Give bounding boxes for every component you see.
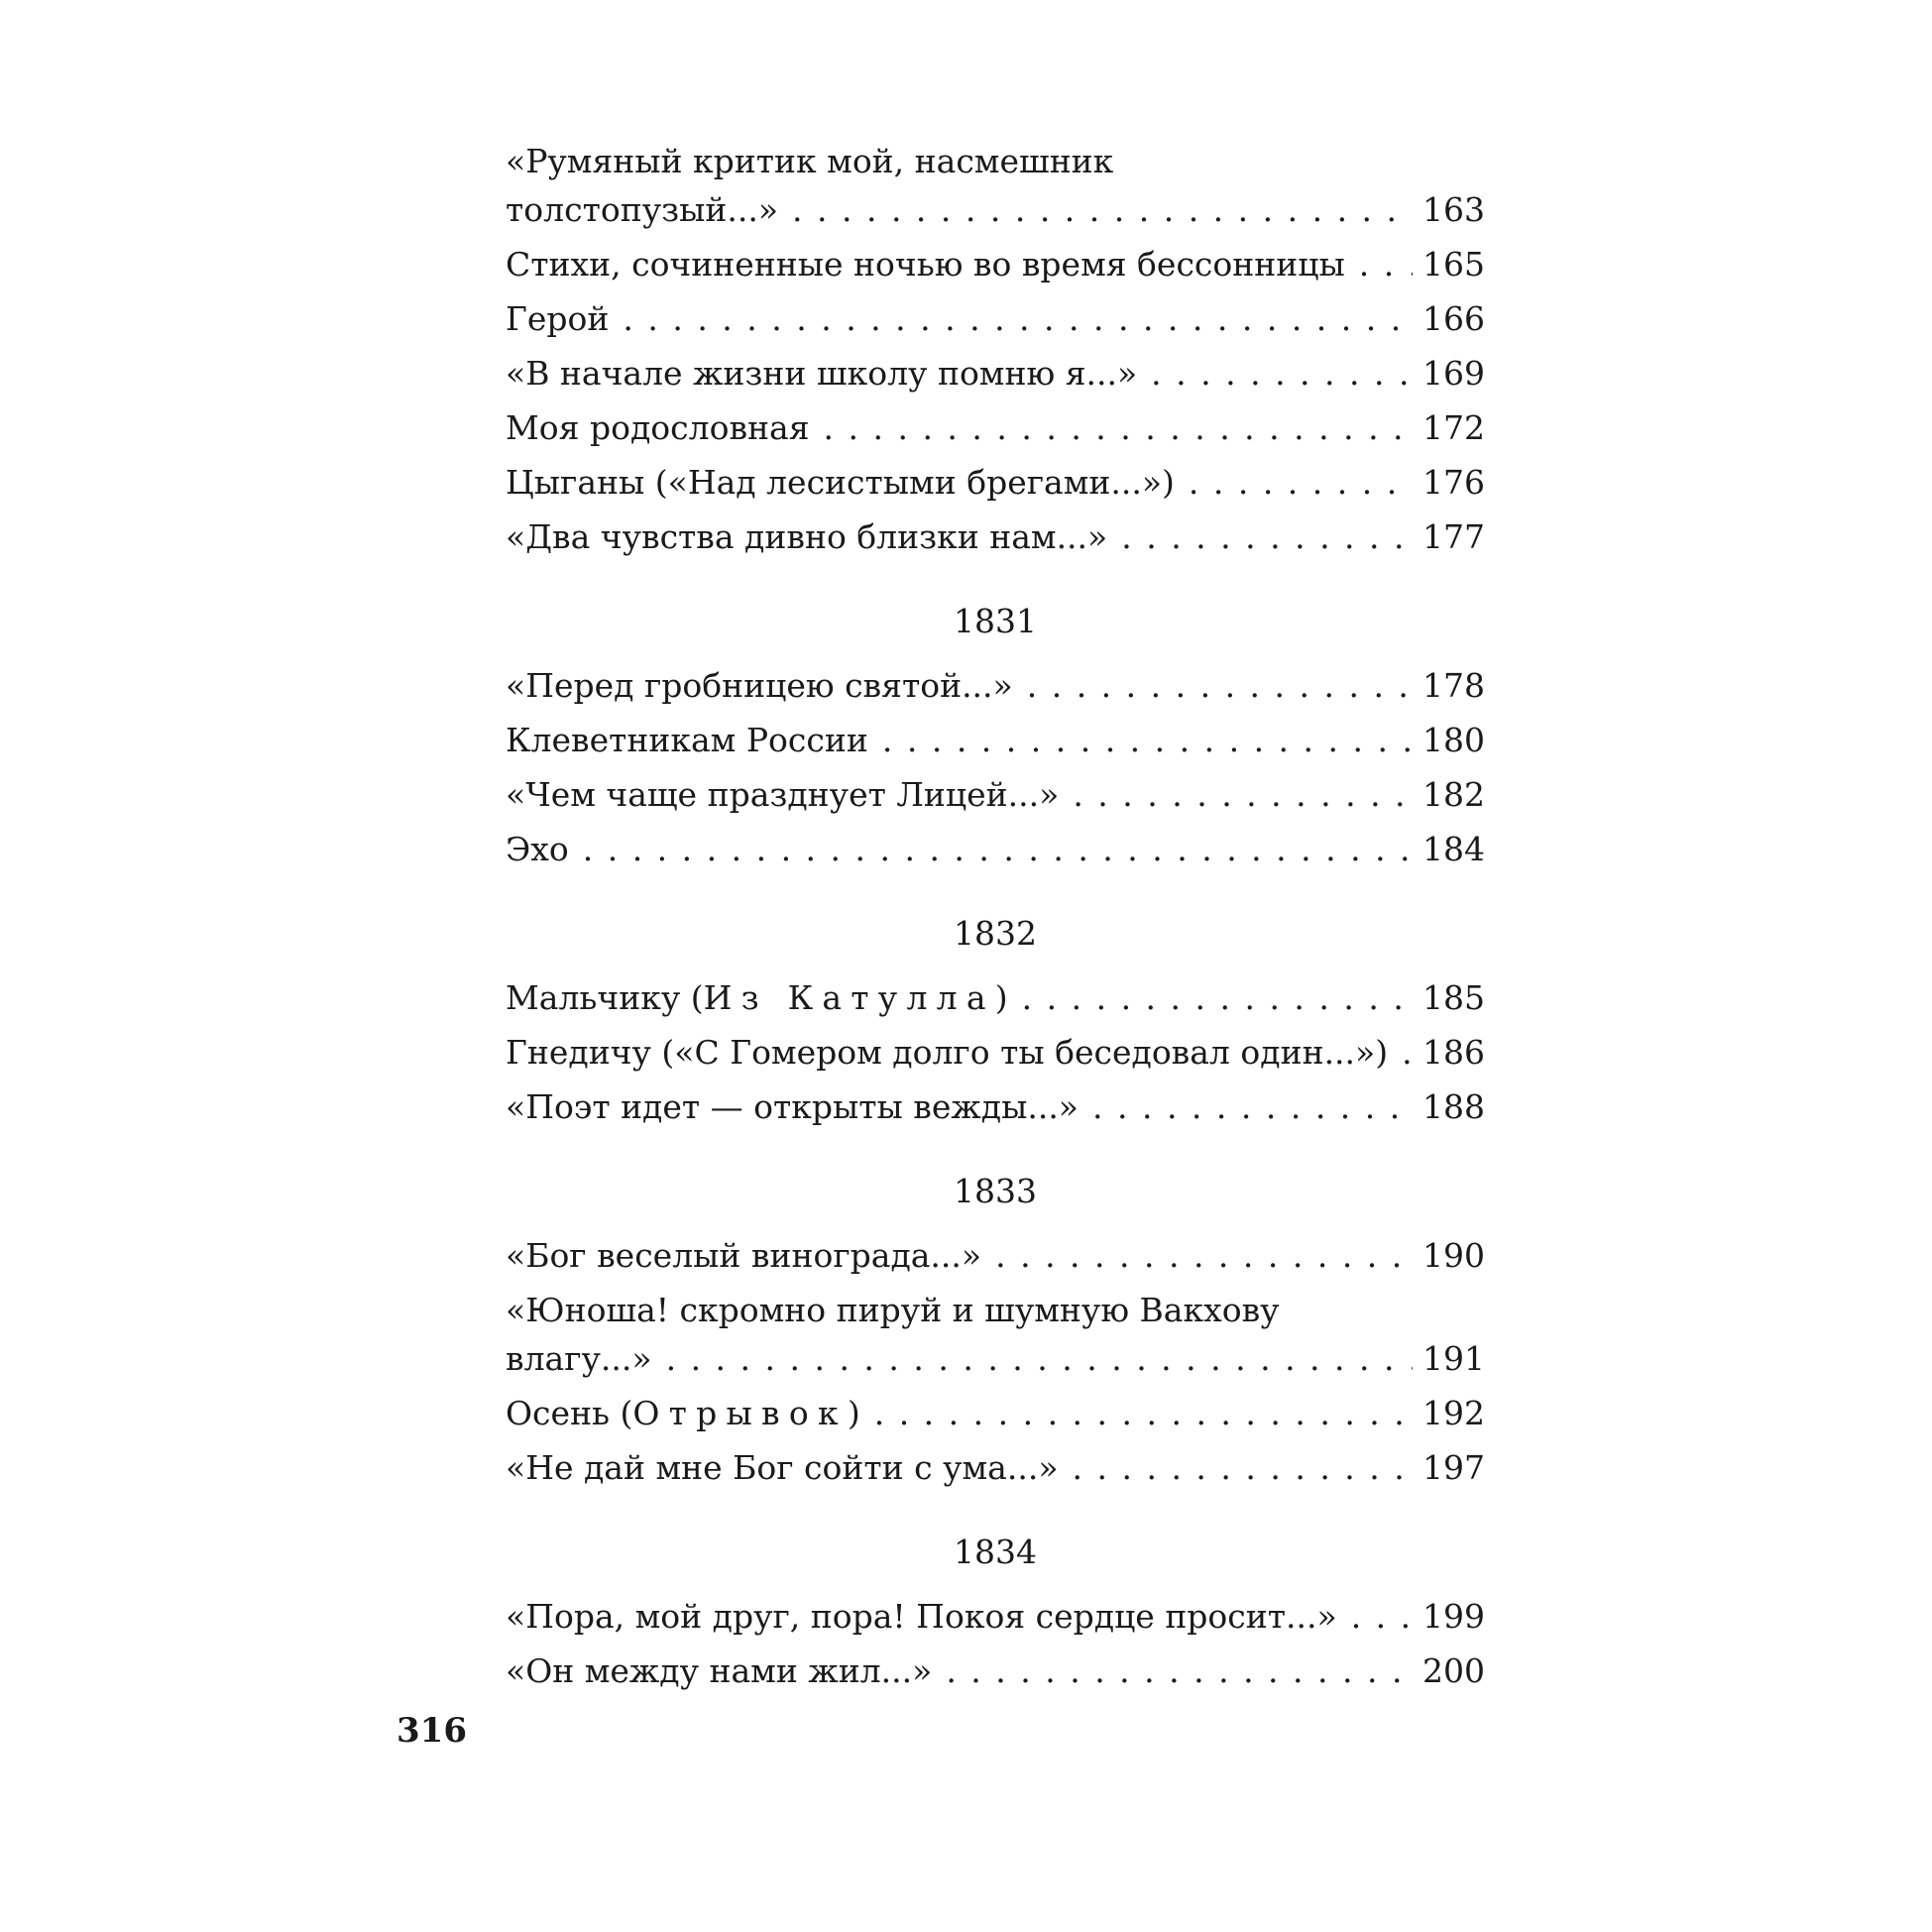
dot-leader — [946, 1647, 1413, 1695]
entry-page-number: 163 — [1422, 190, 1485, 229]
entry-title: «Пора, мой друг, пора! Покоя сердце просит...» — [506, 1597, 1337, 1636]
dot-leader — [583, 825, 1413, 873]
entry-page-number: 191 — [1422, 1339, 1485, 1378]
toc-entry — [506, 1286, 1485, 1383]
entry-page-number: 172 — [1422, 408, 1485, 447]
dot-leader — [1151, 349, 1413, 398]
entry-page-number: 165 — [1422, 245, 1485, 284]
dot-leader — [1073, 1443, 1413, 1492]
entry-title: Моя родословная — [506, 408, 810, 447]
dot-leader — [1027, 661, 1413, 710]
toc-entry — [506, 661, 1485, 710]
entry-title-close: ) — [994, 978, 1008, 1017]
entry-page-number: 188 — [1422, 1087, 1485, 1126]
entry-title-spaced: Из Катулла — [703, 978, 995, 1017]
dot-leader — [792, 185, 1413, 234]
dot-leader — [1402, 1028, 1413, 1077]
entry-title: Стихи, сочиненные ночью во время бессонницы — [506, 245, 1345, 284]
dot-leader — [882, 716, 1413, 764]
entry-title: «Не дай мне Бог сойти с ума...» — [506, 1448, 1059, 1487]
entry-page-number: 182 — [1422, 775, 1485, 814]
entry-page-number: 176 — [1422, 463, 1485, 502]
entry-title: «Два чувства дивно близки нам...» — [506, 517, 1108, 556]
entry-title-close: ) — [847, 1394, 860, 1432]
entry-title: «Перед гробницею святой...» — [506, 666, 1013, 705]
page-number: 316 — [397, 1711, 467, 1751]
toc-entry — [506, 825, 1485, 873]
entry-title-spaced: Отрывок — [632, 1394, 848, 1432]
entry-title-main: Мальчику ( — [506, 978, 704, 1017]
entry-title: Гнедичу («С Гомером долго ты беседовал один...») — [506, 1033, 1389, 1072]
entry-page-number: 190 — [1422, 1236, 1485, 1275]
toc-entry — [506, 1592, 1485, 1641]
toc-entry — [506, 137, 1485, 234]
entry-title-main: Осень ( — [506, 1394, 633, 1432]
entry-page-number: 197 — [1422, 1448, 1485, 1487]
entry-title-line1: «Юноша! скромно пируй и шумную Вакхову — [506, 1291, 1280, 1329]
entry-page-number: 192 — [1422, 1394, 1485, 1432]
entry-title: Герой — [506, 299, 610, 338]
dot-leader — [1092, 1082, 1413, 1131]
dot-leader — [824, 403, 1413, 452]
toc-entry — [506, 240, 1485, 288]
entry-title: толстопузый...» — [506, 190, 779, 229]
toc-entry — [506, 512, 1485, 561]
toc-entry — [506, 458, 1485, 507]
entry-page-number: 199 — [1422, 1597, 1485, 1636]
entry-title: влагу...» — [506, 1339, 652, 1378]
toc-entry — [506, 1443, 1485, 1492]
entry-page-number: 178 — [1422, 666, 1485, 705]
entry-page-number: 180 — [1422, 721, 1485, 759]
dot-leader — [1351, 1592, 1413, 1641]
toc-entry — [506, 1389, 1485, 1437]
entry-title-line1: «Румяный критик мой, насмешник — [506, 142, 1114, 180]
year-heading: 1832 — [954, 914, 1037, 953]
dot-leader — [1121, 512, 1413, 561]
entry-title — [506, 973, 1008, 1022]
entry-page-number: 169 — [1422, 354, 1485, 393]
entry-page-number: 166 — [1422, 299, 1485, 338]
toc-entry — [506, 1231, 1485, 1280]
entry-page-number: 184 — [1422, 830, 1485, 868]
year-heading: 1831 — [954, 602, 1037, 640]
entry-title: «Чем чаще празднует Лицей...» — [506, 775, 1060, 814]
entry-title: Клеветникам России — [506, 721, 868, 759]
entry-title: Цыганы («Над лесистыми брегами...») — [506, 463, 1175, 502]
dot-leader — [623, 294, 1413, 343]
toc-entry — [506, 349, 1485, 398]
entry-page-number: 186 — [1422, 1033, 1485, 1072]
entry-page-number: 185 — [1422, 978, 1485, 1017]
dot-leader — [666, 1334, 1413, 1383]
dot-leader — [995, 1231, 1413, 1280]
entry-page-number: 177 — [1422, 517, 1485, 556]
toc-entry — [506, 1647, 1485, 1695]
entry-page-number: 200 — [1422, 1651, 1485, 1690]
toc-entry — [506, 1082, 1485, 1131]
year-heading: 1834 — [954, 1533, 1037, 1571]
entry-title: «В начале жизни школу помню я...» — [506, 354, 1138, 393]
dot-leader — [1189, 458, 1413, 507]
toc-entry — [506, 294, 1485, 343]
entry-title: «Бог веселый винограда...» — [506, 1236, 982, 1275]
toc-entry — [506, 973, 1485, 1022]
year-heading: 1833 — [954, 1172, 1037, 1210]
dot-leader — [1359, 240, 1413, 288]
toc-entry — [506, 770, 1485, 819]
entry-title — [506, 1389, 860, 1437]
dot-leader — [1022, 973, 1413, 1022]
dot-leader — [874, 1389, 1413, 1437]
dot-leader — [1073, 770, 1413, 819]
toc-entry — [506, 716, 1485, 764]
toc-entry — [506, 403, 1485, 452]
entry-title: «Поэт идет — открыты вежды...» — [506, 1087, 1079, 1126]
toc-entry — [506, 1028, 1485, 1077]
entry-title: Эхо — [506, 830, 569, 868]
table-of-contents — [506, 137, 1485, 1701]
entry-title: «Он между нами жил...» — [506, 1651, 933, 1690]
